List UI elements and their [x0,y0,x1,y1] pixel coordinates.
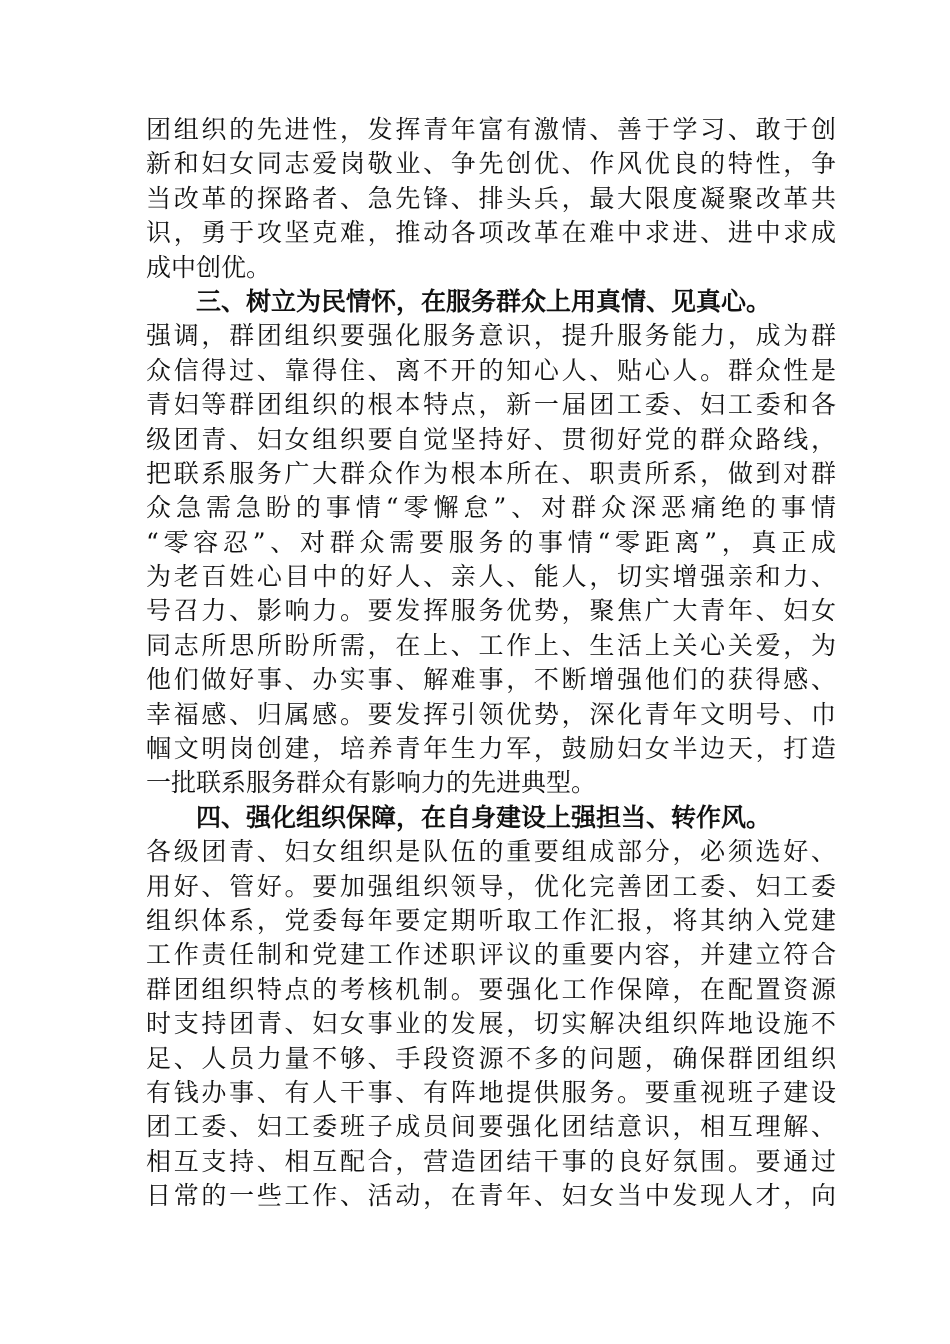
paragraph-line: 团工委、妇工委班子成员间要强化团结意识，相互理解、 [146,1112,836,1142]
paragraph-line: 工作责任制和党建工作述职评议的重要内容，并建立符合 [146,940,836,970]
paragraph-line: 用好、管好。要加强组织领导，优化完善团工委、妇工委 [146,871,836,901]
paragraph-line: 日常的一些工作、活动，在青年、妇女当中发现人才，向 [146,1181,836,1211]
paragraph-line: 一批联系服务群众有影响力的先进典型。 [146,768,597,798]
paragraph-line: 各级团青、妇女组织是队伍的重要组成部分，必须选好、 [146,837,836,867]
paragraph-line: 足、人员力量不够、手段资源不多的问题，确保群团组织 [146,1043,836,1073]
paragraph-line: 幸福感、归属感。要发挥引领优势，深化青年文明号、巾 [146,699,836,729]
paragraph-line: 级团青、妇女组织要自觉坚持好、贯彻好党的群众路线， [146,424,836,454]
document-body [146,113,836,1214]
paragraph-line: 团组织的先进性，发挥青年富有激情、善于学习、敢于创 [146,115,836,144]
section-heading: 四、强化组织保障，在自身建设上强担当、转作风。 [196,802,772,832]
paragraph-line: 众信得过、靠得住、离不开的知心人、贴心人。群众性是 [146,355,836,385]
paragraph-line: 成中创优。 [146,252,272,282]
paragraph-line: 号召力、影响力。要发挥服务优势，聚焦广大青年、妇女 [146,596,836,626]
paragraph-line: 识，勇于攻坚克难，推动各项改革在难中求进、进中求成 [146,218,836,248]
section-heading: 三、树立为民情怀，在服务群众上用真情、见真心。 [196,286,772,316]
paragraph-line: 群团组织特点的考核机制。要强化工作保障，在配置资源 [146,974,836,1004]
paragraph-line: 相互支持、相互配合，营造团结干事的良好氛围。要通过 [146,1146,836,1176]
paragraph-line: 时支持团青、妇女事业的发展，切实解决组织阵地设施不 [146,1009,836,1039]
paragraph-line: 当改革的探路者、急先锋、排头兵，最大限度凝聚改革共 [146,183,836,213]
paragraph-line: “零容忍”、对群众需要服务的事情“零距离”，真正成 [146,527,836,557]
paragraph-line: 把联系服务广大群众作为根本所在、职责所系，做到对群 [146,458,836,488]
paragraph-line: 他们做好事、办实事、解难事，不断增强他们的获得感、 [146,665,836,695]
paragraph-line: 强调，群团组织要强化服务意识，提升服务能力，成为群 [146,321,836,351]
paragraph-line: 组织体系，党委每年要定期听取工作汇报，将其纳入党建 [146,905,836,935]
paragraph-line: 众急需急盼的事情“零懈怠”、对群众深恶痛绝的事情 [146,493,836,523]
paragraph-line: 新和妇女同志爱岗敬业、争先创优、作风优良的特性，争 [146,149,836,179]
paragraph-line: 为老百姓心目中的好人、亲人、能人，切实增强亲和力、 [146,562,836,592]
paragraph-line: 有钱办事、有人干事、有阵地提供服务。要重视班子建设 [146,1077,836,1107]
paragraph-line: 同志所思所盼所需，在上、工作上、生活上关心关爱，为 [146,630,836,660]
paragraph-line: 帼文明岗创建，培养青年生力军，鼓励妇女半边天，打造 [146,734,836,764]
paragraph-line: 青妇等群团组织的根本特点，新一届团工委、妇工委和各 [146,390,836,420]
